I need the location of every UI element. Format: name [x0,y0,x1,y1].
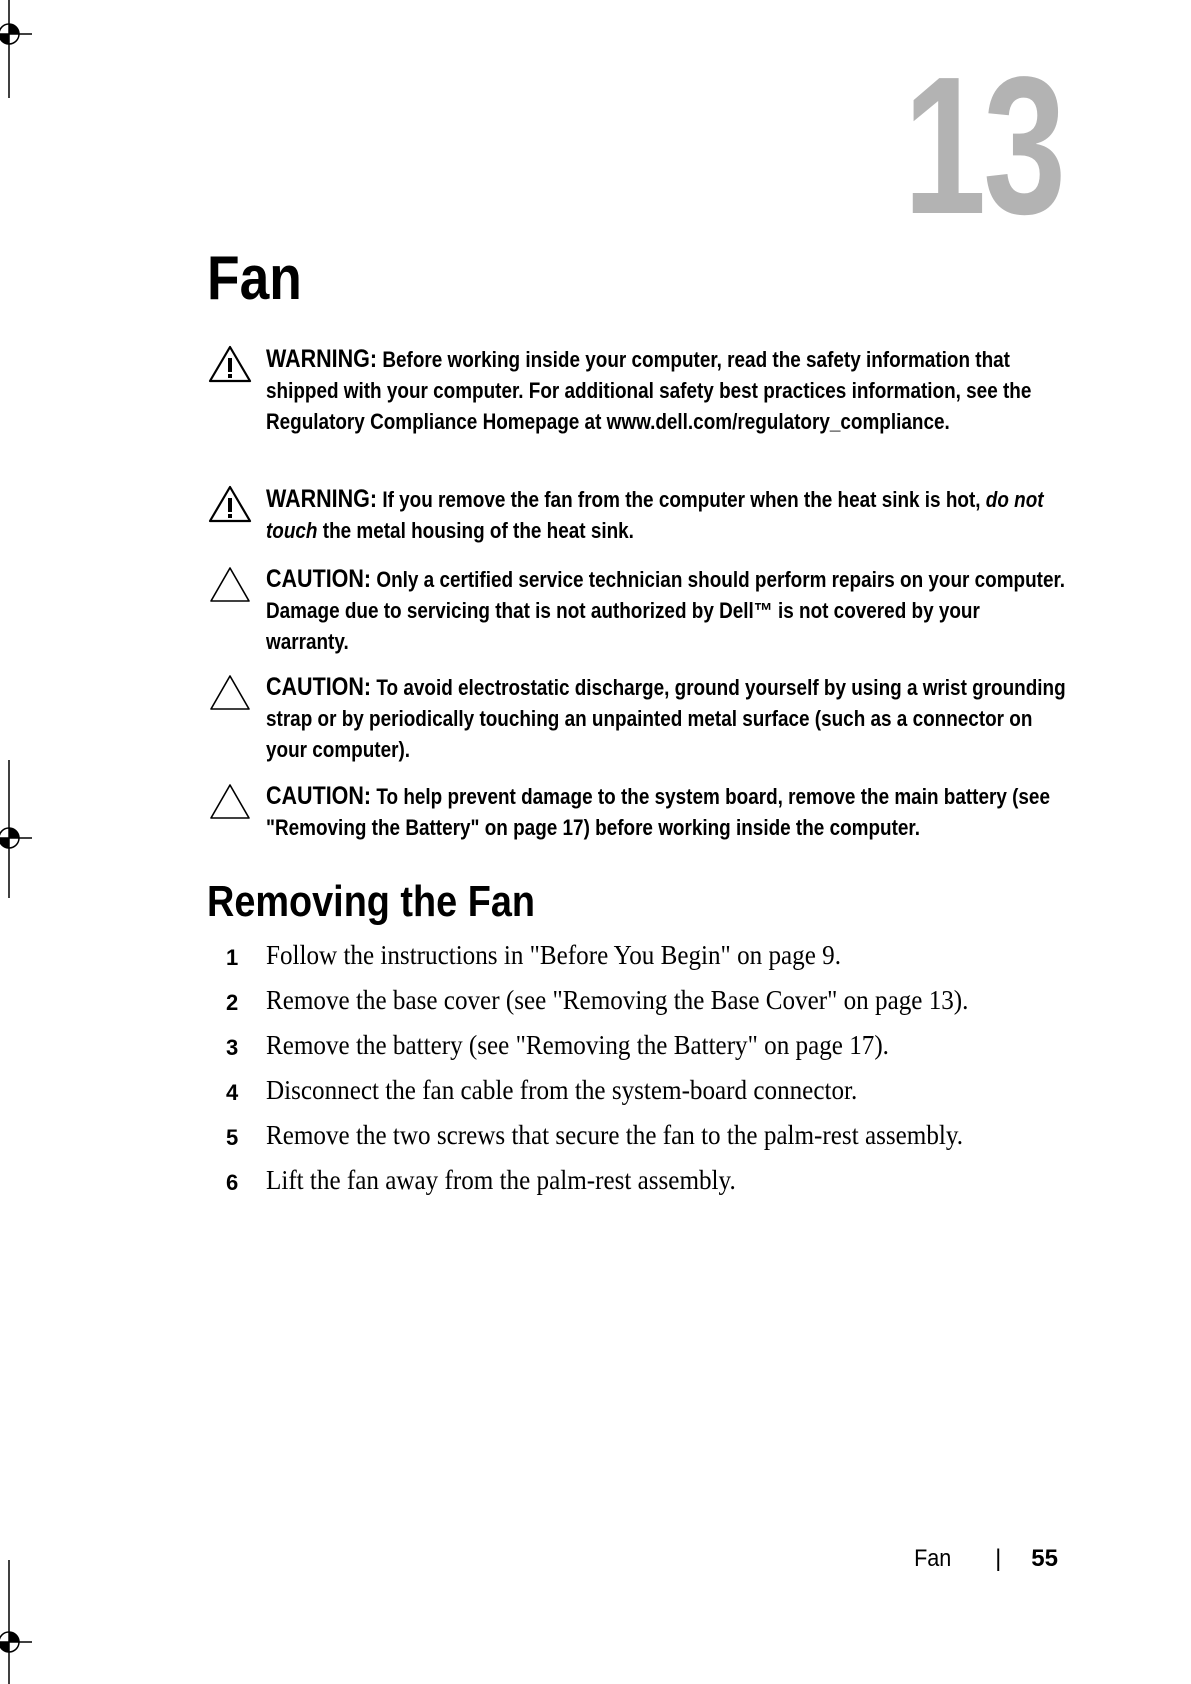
chapter-title: Fan [207,244,302,313]
caution-triangle-icon [207,564,253,604]
page-footer [912,1545,1058,1573]
step-text: Disconnect the fan cable from the system-board connector. [266,1075,858,1105]
notice-label: WARNING: [266,485,378,513]
warning-notice [207,344,1067,437]
caution-triangle-icon [207,781,253,821]
step-text: Remove the base cover (see "Removing the Base Cover" on page 13). [266,985,969,1015]
step-number: 1 [226,945,239,970]
step-number: 3 [226,1035,239,1060]
step-text: Remove the two screws that secure the fan to the palm-rest assembly. [266,1120,964,1150]
notice-text: To help prevent damage to the system board, remove the main battery (see "Removing the Battery" on page 17) before working inside the computer. [266,784,1050,840]
caution-notice [207,672,1067,765]
step-number: 2 [226,990,239,1015]
notice-label: WARNING: [266,345,378,373]
notice-text: Before working inside your computer, read the safety information that shipped with your computer. For additional safety best practices information, see the Regulatory Compliance Homepage at www.dell.com/regulatory_compliance. [266,347,1032,434]
notice-emphasis: do not touch [266,487,1044,543]
caution-notice [207,781,1067,843]
footer-chapter-label: Fan [913,1545,951,1572]
caution-notice [207,564,1067,657]
notice-label: CAUTION: [266,673,372,701]
list-item [207,1120,1067,1165]
notice-text: Only a certified service technician should perform repairs on your computer. Damage due to servicing that is not authorized by Dell™ is not covered by your warranty. [266,567,1066,654]
step-number: 4 [226,1080,239,1105]
warning-triangle-icon [207,344,253,384]
list-item [207,940,1067,985]
step-number: 5 [226,1125,239,1150]
notice-label: CAUTION: [266,782,372,810]
notice-text: If you remove the fan from the computer when the heat sink is hot, [382,487,981,512]
crop-mark-bottom-left [0,1560,40,1684]
crop-mark-middle-left [0,760,40,900]
notice-text: To avoid electrostatic discharge, ground yourself by using a wrist grounding strap or by periodically touching an unpainted metal surface (such as a connector on your computer). [266,675,1066,762]
notice-text: the metal housing of the heat sink. [322,518,634,543]
steps-list [207,940,1067,1210]
warning-notice [207,484,1067,546]
list-item [207,1165,1067,1210]
page-number: 55 [1031,1545,1058,1572]
list-item [207,1075,1067,1120]
section-title: Removing the Fan [207,877,535,926]
footer-separator: | [995,1545,1002,1572]
step-text: Remove the battery (see "Removing the Battery" on page 17). [266,1030,889,1060]
step-text: Lift the fan away from the palm-rest assembly. [266,1165,736,1195]
list-item [207,985,1067,1030]
crop-mark-top-left [0,0,40,100]
step-number: 6 [226,1170,239,1195]
step-text: Follow the instructions in "Before You Begin" on page 9. [266,940,841,970]
list-item [207,1030,1067,1075]
chapter-number: 13 [903,36,1063,255]
warning-triangle-icon [207,484,253,524]
caution-triangle-icon [207,672,253,712]
notice-label: CAUTION: [266,565,372,593]
